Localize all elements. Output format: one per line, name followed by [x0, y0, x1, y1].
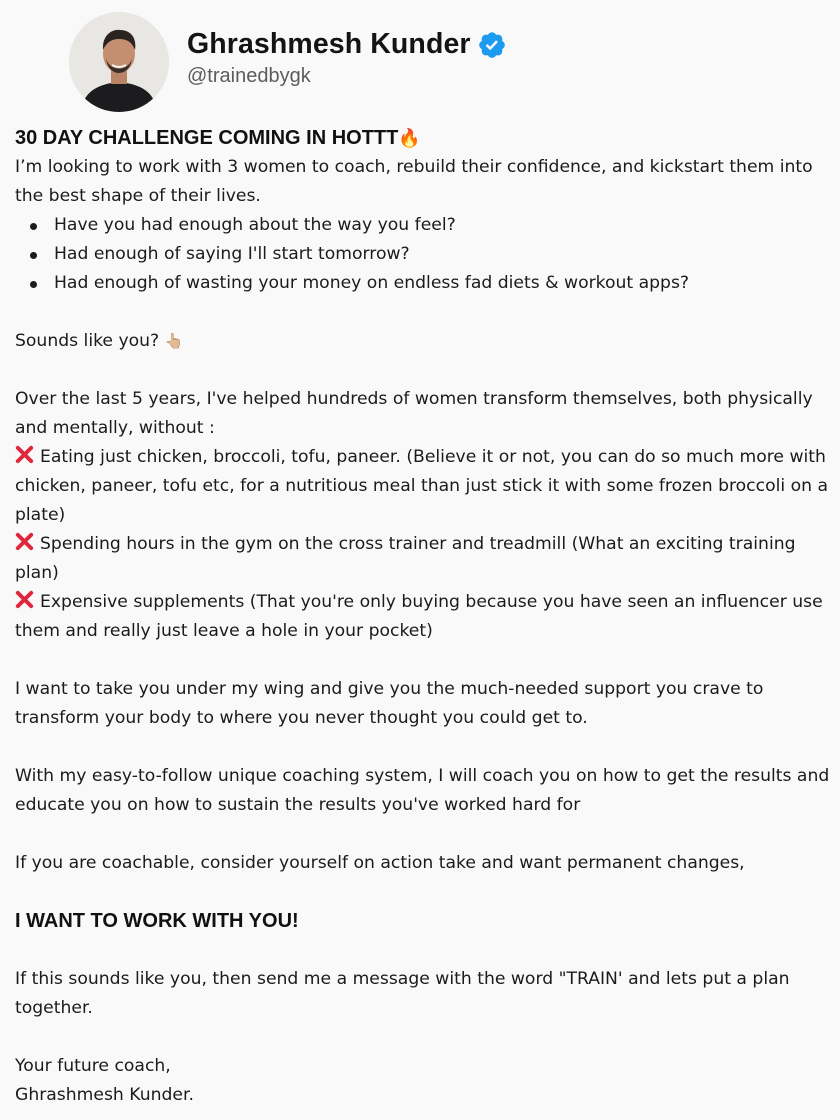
without-item	[15, 588, 840, 646]
without-item-text: Expensive supplements (That you're only buying because you have seen an influencer use them and really just leave a hole in your pocket)	[15, 592, 823, 641]
pointing-up-hand-icon: 👆🏼	[164, 332, 184, 350]
system-paragraph: With my easy-to-follow unique coaching system, I will coach you on how to get the results and educate you on how to sustain the results you've worked hard for	[15, 766, 830, 815]
intro-paragraph: I’m looking to work with 3 women to coach, rebuild their confidence, and kickstart them into the best shape of their lives.	[15, 157, 813, 206]
post-body	[15, 124, 840, 1110]
spacer	[15, 733, 840, 762]
identity	[187, 28, 507, 88]
spacer	[15, 356, 840, 385]
call-to-action: I WANT TO WORK WITH YOU!	[15, 910, 299, 932]
cross-mark-icon	[15, 590, 34, 609]
spacer	[15, 878, 840, 907]
message-paragraph: If this sounds like you, then send me a message with the word "TRAIN' and lets put a plan together.	[15, 969, 790, 1018]
signature: Ghrashmesh Kunder.	[15, 1085, 194, 1105]
spacer	[15, 298, 840, 327]
wing-paragraph: I want to take you under my wing and give you the much-needed support you crave to transform your body to where you never thought you could get to.	[15, 679, 764, 728]
avatar[interactable]	[69, 12, 169, 112]
results-paragraph: Over the last 5 years, I've helped hundreds of women transform themselves, both physically and mentally, without :	[15, 389, 813, 438]
profile-handle[interactable]: @trainedbygk	[187, 65, 311, 87]
profile-header	[69, 12, 507, 112]
sounds-like-you-text: Sounds like you?	[15, 331, 160, 351]
avatar-photo	[69, 12, 169, 112]
sounds-like-you	[15, 327, 840, 356]
list-item: Had enough of saying I'll start tomorrow?	[15, 240, 840, 269]
spacer	[15, 1023, 840, 1052]
without-item-text: Eating just chicken, broccoli, tofu, paneer. (Believe it or not, you can do so much more with chicken, paneer, tofu etc, for a nutritious meal than just stick it with some frozen broccoli on a plate)	[15, 447, 829, 525]
spacer	[15, 820, 840, 849]
post-title-text: 30 DAY CHALLENGE COMING IN HOTTT	[15, 127, 399, 149]
cross-mark-icon	[15, 445, 34, 464]
post-title	[15, 124, 840, 153]
fire-emoji-icon: 🔥	[398, 128, 421, 148]
spacer	[15, 646, 840, 675]
without-item	[15, 530, 840, 588]
without-item-text: Spending hours in the gym on the cross trainer and treadmill (What an exciting training plan)	[15, 534, 796, 583]
verified-badge-icon	[477, 30, 507, 60]
list-item: Had enough of wasting your money on endless fad diets & workout apps?	[15, 269, 840, 298]
cross-mark-icon	[15, 532, 34, 551]
without-item	[15, 443, 840, 530]
signoff: Your future coach,	[15, 1056, 171, 1076]
name-row	[187, 28, 507, 61]
coachable-paragraph: If you are coachable, consider yourself on action take and want permanent changes,	[15, 853, 745, 873]
list-item: Have you had enough about the way you feel?	[15, 211, 840, 240]
spacer	[15, 936, 840, 965]
question-list	[15, 211, 840, 298]
profile-name[interactable]: Ghrashmesh Kunder	[187, 28, 471, 60]
